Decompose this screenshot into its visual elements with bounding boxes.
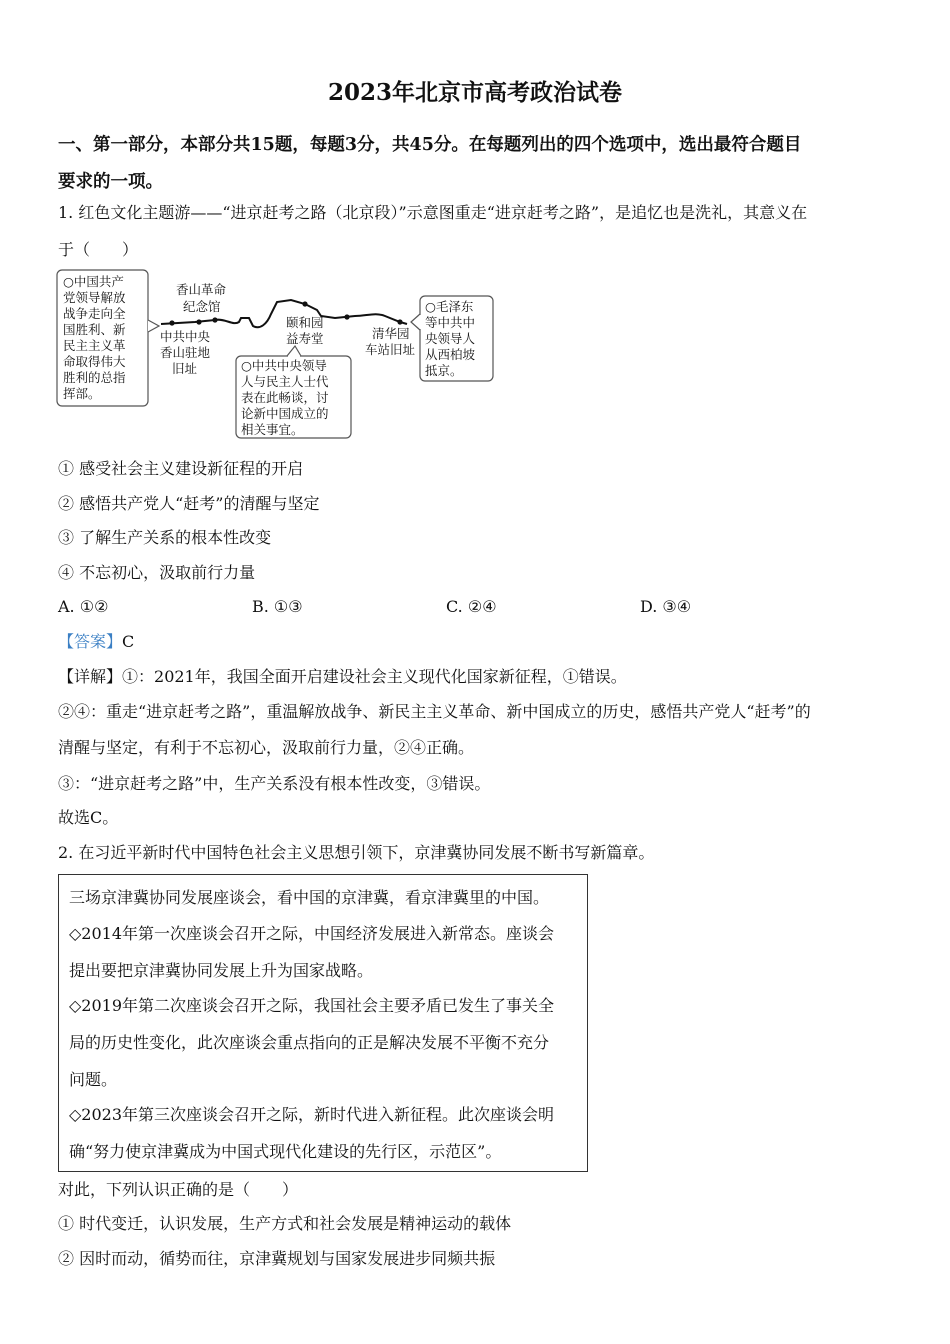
label-qinghua: 清华园 — [372, 326, 410, 341]
q1-option-d: D. ③④ — [640, 597, 692, 616]
route-stop — [212, 317, 217, 322]
callout-pointer-middle — [287, 346, 301, 356]
q2-material-box — [58, 874, 588, 1172]
callout-left-line: ○中国共产 — [63, 274, 124, 289]
q2-item-2: ② 因时而动，循势而往，京津冀规划与国家发展进步同频共振 — [58, 1249, 496, 1268]
label-xiangshan-site: 旧址 — [172, 361, 198, 376]
callout-middle-line: 表在此畅谈，讨 — [241, 390, 329, 405]
callout-left-line: 战争走向全 — [63, 306, 126, 321]
material-line: ◇2023年第三次座谈会召开之际，新时代进入新征程。此次座谈会明 — [69, 1105, 555, 1124]
q1-option-b: B. ①③ — [252, 597, 303, 616]
q1-item-1: ① 感受社会主义建设新征程的开启 — [58, 459, 304, 478]
q1-option-a: A. ①② — [58, 597, 109, 616]
route-stop — [196, 319, 201, 324]
q1-answer — [58, 632, 134, 652]
q1-conclusion: 故选C。 — [58, 808, 119, 827]
answer-value: C — [122, 632, 135, 651]
callout-left-line: 民主主义革 — [63, 338, 126, 353]
callout-right-line: 从西柏坡 — [425, 347, 476, 362]
callout-middle-line: 人与民主人士代 — [241, 374, 329, 389]
q1-detail-3: ③：“进京赶考之路”中，生产关系没有根本性改变，③错误。 — [58, 774, 491, 793]
material-line: 局的历史性变化，此次座谈会重点指向的正是解决发展不平衡不充分 — [69, 1033, 550, 1052]
callout-right-line: 央领导人 — [425, 331, 476, 346]
callout-middle-line: 论新中国成立的 — [241, 406, 329, 421]
q1-detail-2-line-1: ②④：重走“进京赶考之路”，重温解放战争、新民主主义革命、新中国成立的历史，感悟共产党人“赶考”的 — [58, 702, 811, 721]
q2-question: 对此，下列认识正确的是（ ） — [58, 1180, 299, 1199]
label-qinghua: 车站旧址 — [365, 342, 416, 357]
section-header-line-1: 一、第一部分，本部分共15题，每题3分，共45分。在每题列出的四个选项中，选出最符合题目 — [58, 135, 802, 155]
material-line: ◇2014年第一次座谈会召开之际，中国经济发展进入新常态。座谈会 — [69, 924, 555, 943]
label-yiheyuan: 益寿堂 — [286, 331, 324, 346]
callout-left-line: 挥部。 — [63, 386, 101, 401]
callout-pointer-left — [148, 320, 159, 332]
route-stop — [302, 301, 307, 306]
section-header-line-2: 要求的一项。 — [58, 172, 163, 192]
route-stop — [169, 320, 174, 325]
q1-item-2: ② 感悟共产党人“赶考”的清醒与坚定 — [58, 494, 320, 513]
material-line: 确“努力使京津冀成为中国式现代化建设的先行区，示范区”。 — [69, 1142, 502, 1161]
q1-item-4: ④ 不忘初心，汲取前行力量 — [58, 563, 256, 582]
q2-stem: 2. 在习近平新时代中国特色社会主义思想引领下，京津冀协同发展不断书写新篇章。 — [58, 843, 655, 862]
label-xiangshan-memorial: 纪念馆 — [183, 299, 221, 314]
q1-detail-2-line-2: 清醒与坚定，有利于不忘初心，汲取前行力量，②④正确。 — [58, 738, 475, 757]
material-line: ◇2019年第二次座谈会召开之际，我国社会主要矛盾已发生了事关全 — [69, 996, 555, 1015]
callout-left-line: 党领导解放 — [63, 290, 126, 305]
material-line: 问题。 — [69, 1070, 118, 1089]
detail-tag: 【详解】 — [58, 667, 123, 686]
q2-item-1: ① 时代变迁，认识发展，生产方式和社会发展是精神运动的载体 — [58, 1214, 512, 1233]
callout-left-line: 胜利的总指 — [63, 370, 126, 385]
label-xiangshan-memorial: 香山革命 — [176, 282, 227, 297]
answer-tag: 【答案】 — [58, 632, 123, 651]
q1-option-c: C. ②④ — [446, 597, 497, 616]
material-line: 三场京津冀协同发展座谈会，看中国的京津冀，看京津冀里的中国。 — [69, 888, 550, 907]
q1-stem-line-1: 1. 红色文化主题游——“进京赶考之路（北京段）”示意图重走“进京赶考之路”，是追忆也是洗礼，其意义在 — [58, 203, 808, 222]
detail-text: ①：2021年，我国全面开启建设社会主义现代化国家新征程，①错误。 — [122, 667, 627, 686]
callout-middle-line: 相关事宜。 — [241, 422, 304, 437]
callout-left-line: 命取得伟大 — [63, 354, 126, 369]
page-title: 2023年北京市高考政治试卷 — [327, 79, 622, 106]
route-stop — [397, 319, 402, 324]
route-diagram — [55, 266, 495, 442]
q1-item-3: ③ 了解生产关系的根本性改变 — [58, 528, 272, 547]
label-xiangshan-site: 中共中央 — [160, 329, 211, 344]
label-xiangshan-site: 香山驻地 — [160, 345, 211, 360]
callout-right-line: 抵京。 — [425, 363, 463, 378]
callout-left-line: 国胜利、新 — [63, 322, 126, 337]
callout-middle-line: ○中共中央领导 — [241, 358, 327, 373]
label-yiheyuan: 颐和园 — [286, 315, 324, 330]
material-line: 提出要把京津冀协同发展上升为国家战略。 — [69, 961, 374, 980]
callout-right-line: 等中共中 — [425, 315, 476, 330]
callout-pointer-right — [411, 314, 420, 330]
q1-detail-1 — [58, 667, 627, 687]
callout-right-line: ○毛泽东 — [425, 299, 474, 314]
route-stop — [344, 314, 349, 319]
q1-stem-line-2: 于（ ） — [58, 240, 139, 259]
